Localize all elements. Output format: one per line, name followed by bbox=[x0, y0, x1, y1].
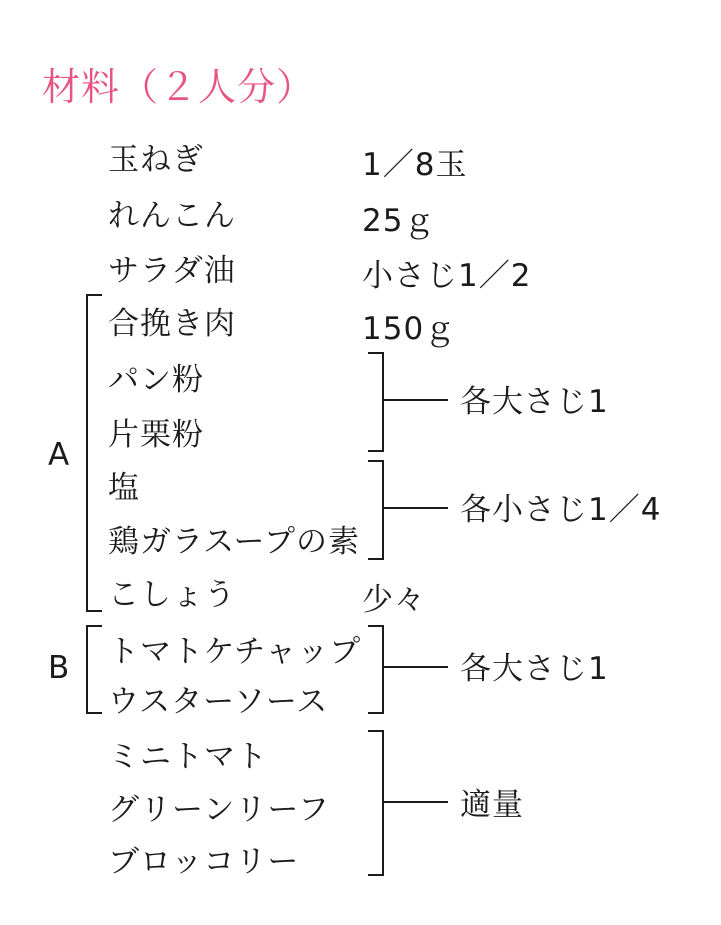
shared-amount-label: 各小さじ1／4 bbox=[460, 492, 662, 528]
shared-amount-connector bbox=[382, 507, 448, 509]
ingredient-name: 片栗粉 bbox=[108, 416, 204, 453]
list-item bbox=[108, 780, 708, 832]
page-title: 材料（２人分） bbox=[42, 65, 316, 109]
shared-amount-connector bbox=[382, 399, 448, 401]
list-item bbox=[108, 405, 708, 457]
group-bracket-a bbox=[86, 294, 102, 612]
shared-amount-connector bbox=[382, 801, 448, 803]
list-item bbox=[108, 350, 708, 402]
ingredient-name: パン粉 bbox=[108, 361, 204, 398]
ingredient-name: ミニトマト bbox=[108, 738, 268, 775]
group-label-b: B bbox=[48, 650, 70, 686]
shared-amount-bracket bbox=[368, 730, 384, 876]
ingredient-name: 塩 bbox=[108, 469, 140, 506]
list-item bbox=[108, 727, 708, 779]
ingredient-amount: 少々 bbox=[362, 582, 426, 618]
ingredient-amount: 1／8玉 bbox=[362, 147, 468, 183]
list-item bbox=[108, 672, 708, 724]
shared-amount-bracket bbox=[368, 460, 384, 560]
ingredient-name: れんこん bbox=[108, 197, 236, 234]
shared-amount-label: 各大さじ1 bbox=[460, 384, 609, 420]
ingredient-amount: 小さじ1／2 bbox=[362, 258, 532, 294]
ingredient-name: ブロッコリー bbox=[108, 843, 300, 880]
ingredient-name: グリーンリーフ bbox=[108, 791, 330, 828]
ingredient-name: ウスターソース bbox=[108, 683, 329, 720]
ingredient-name: 合挽き肉 bbox=[108, 305, 236, 342]
ingredient-name: 玉ねぎ bbox=[108, 141, 204, 178]
ingredient-name: こしょう bbox=[108, 576, 236, 613]
shared-amount-bracket bbox=[368, 625, 384, 714]
shared-amount-label: 適量 bbox=[460, 787, 524, 823]
ingredient-amount: 150ｇ bbox=[362, 311, 457, 347]
ingredient-name: 鶏ガラスープの素 bbox=[108, 523, 360, 560]
group-label-a: A bbox=[48, 437, 70, 473]
ingredient-amount: 25ｇ bbox=[362, 203, 436, 239]
shared-amount-label: 各大さじ1 bbox=[460, 651, 609, 687]
ingredient-name: サラダ油 bbox=[108, 252, 236, 289]
list-item bbox=[108, 832, 708, 884]
shared-amount-connector bbox=[382, 666, 448, 668]
ingredient-name: トマトケチャップ bbox=[108, 633, 362, 670]
shared-amount-bracket bbox=[368, 352, 384, 452]
group-bracket-b bbox=[86, 625, 102, 714]
